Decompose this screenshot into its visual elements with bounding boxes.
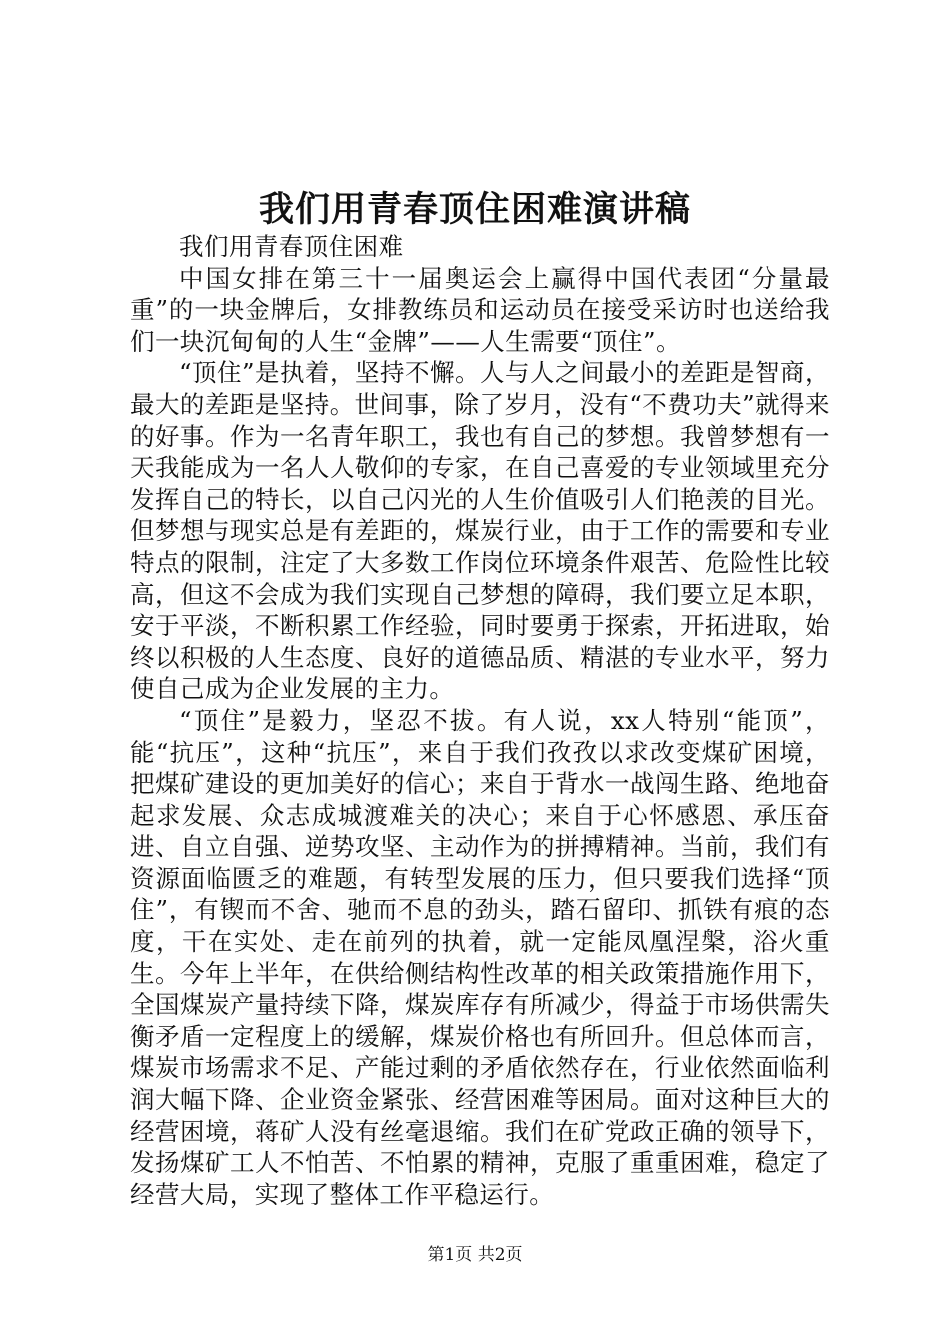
paragraph-persistence: “顶住”是执着，坚持不懈。人与人之间最小的差距是智商，最大的差距是坚持。世间事，除了岁月，没有“不费功夫”就得来的好事。作为一名青年职工，我也有自己的梦想。我曾梦想有一天我能成为一名人人敬仰的专家，在自己喜爱的专业领域里充分发挥自己的特长，以自己闪光的人生价值吸引人们艳羡的目光。但梦想与现实总是有差距的，煤炭行业，由于工作的需要和专业特点的限制，注定了大多数工作岗位环境条件艰苦、危险性比较高，但这不会成为我们实现自己梦想的障碍，我们要立足本职，安于平淡，不断积累工作经验，同时要勇于探索，开拓进取，始终以积极的人生态度、良好的道德品质、精湛的专业水平，努力使自己成为企业发展的主力。 [130, 358, 830, 704]
paragraph-subtitle: 我们用青春顶住困难 [179, 232, 404, 261]
document-body [130, 231, 830, 1210]
page-footer: 第1页 共2页 [427, 1245, 523, 1265]
document-title: 我们用青春顶住困难演讲稿 [258, 189, 691, 230]
paragraph-perseverance: “顶住”是毅力，坚忍不拔。有人说，xx人特别“能顶”，能“抗压”，这种“抗压”，来自于我们孜孜以求改变煤矿困境，把煤矿建设的更加美好的信心；来自于背水一战闯生路、绝地奋起求发展、众志成城渡难关的决心；来自于心怀感恩、承压奋进、自立自强、逆势攻坚、主动作为的拼搏精神。当前，我们有资源面临匮乏的难题，有转型发展的压力，但只要我们选择“顶住”，有锲而不舍、驰而不息的劲头，踏石留印、抓铁有痕的态度，干在实处、走在前列的执着，就一定能凤凰涅槃，浴火重生。今年上半年，在供给侧结构性改革的相关政策措施作用下，全国煤炭产量持续下降，煤炭库存有所减少，得益于市场供需失衡矛盾一定程度上的缓解，煤炭价格也有所回升。但总体而言，煤炭市场需求不足、产能过剩的矛盾依然存在，行业依然面临利润大幅下降、企业资金紧张、经营困难等困局。面对这种巨大的经营困境，蒋矿人没有丝毫退缩。我们在矿党政正确的领导下，发扬煤矿工人不怕苦、不怕累的精神，克服了重重困难，稳定了经营大局，实现了整体工作平稳运行。 [130, 705, 830, 1209]
paragraph-intro: 中国女排在第三十一届奥运会上赢得中国代表团“分量最重”的一块金牌后，女排教练员和运动员在接受采访时也送给我们一块沉甸甸的人生“金牌”——人生需要“顶住”。 [130, 263, 830, 356]
